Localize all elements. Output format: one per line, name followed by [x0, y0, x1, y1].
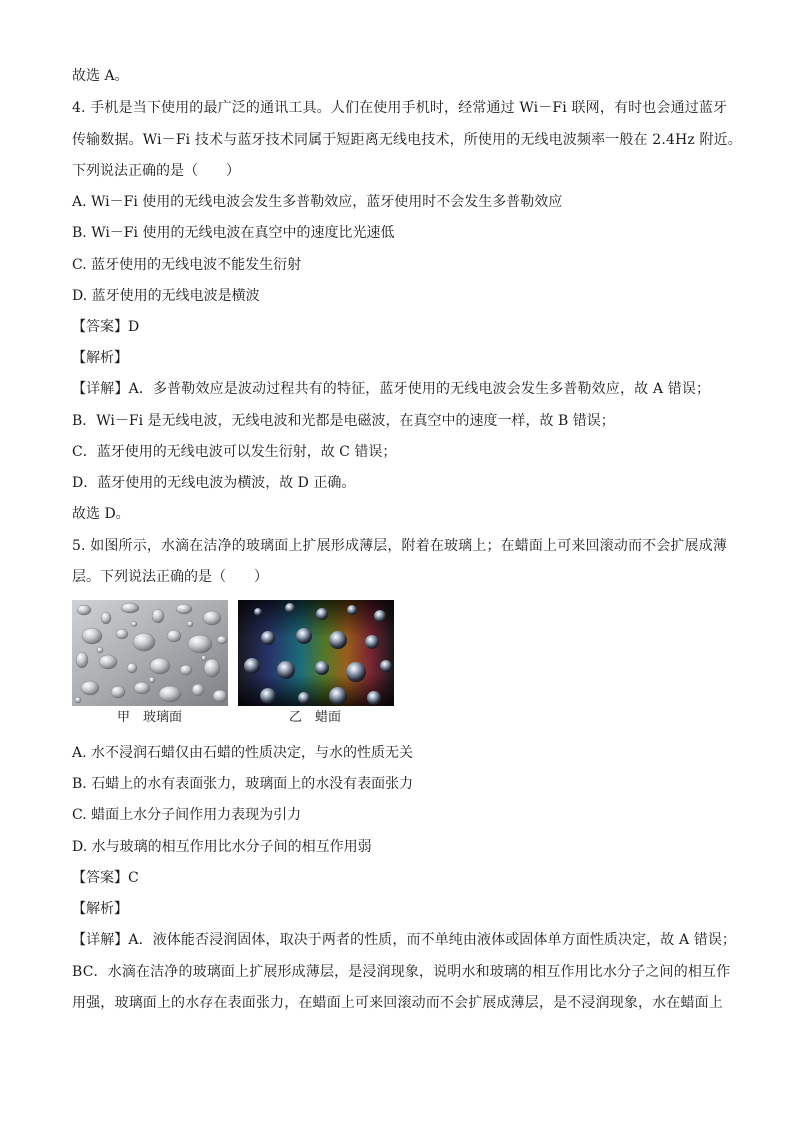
q4-answer: 【答案】D	[72, 319, 140, 335]
q5-option-a: A. 水不浸润石蜡仅由石蜡的性质决定，与水的性质无关	[72, 745, 414, 761]
wax-surface-caption: 乙 蜡面	[289, 710, 342, 725]
q4-stem-line-3: 下列说法正确的是（ ）	[72, 163, 240, 179]
q5-detail-line-3: 用强，玻璃面上的水存在表面张力，在蜡面上可来回滚动而不会扩展成薄层，是不浸润现象，水在蜡面上	[72, 995, 723, 1011]
q4-detail-line-4: D．蓝牙使用的无线电波为横波，故 D 正确。	[72, 475, 356, 491]
q4-detail-line-1: 【详解】A．多普勒效应是波动过程共有的特征，蓝牙使用的无线电波会发生多普勒效应，故 A 错误；	[72, 381, 711, 397]
q5-detail-line-1: 【详解】A．液体能否浸润固体，取决于两者的性质，而不单纯由液体或固体单方面性质决定，故 A 错误；	[72, 932, 737, 948]
q4-stem-line-1: 4. 手机是当下使用的最广泛的通讯工具。人们在使用手机时，经常通过 Wi－Fi 联网，有时也会通过蓝牙	[72, 100, 728, 116]
q4-option-d: D. 蓝牙使用的无线电波是横波	[72, 288, 260, 304]
q5-stem-line-1: 5. 如图所示，水滴在洁净的玻璃面上扩展形成薄层，附着在玻璃上；在蜡面上可来回滚动而不会扩展成薄	[72, 538, 728, 554]
q4-detail-line-2: B．Wi－Fi 是无线电波，无线电波和光都是电磁波，在真空中的速度一样，故 B 错误；	[72, 413, 615, 429]
previous-conclusion: 故选 A。	[72, 68, 129, 84]
glass-surface-photo	[72, 600, 228, 706]
q5-option-d: D. 水与玻璃的相互作用比水分子间的相互作用弱	[72, 839, 372, 855]
wax-surface-photo	[238, 600, 394, 706]
q4-option-c: C. 蓝牙使用的无线电波不能发生衍射	[72, 257, 302, 273]
q5-option-c: C. 蜡面上水分子间作用力表现为引力	[72, 807, 302, 823]
q5-option-b: B. 石蜡上的水有表面张力，玻璃面上的水没有表面张力	[72, 776, 414, 792]
q4-analysis-label: 【解析】	[72, 350, 128, 366]
q5-detail-line-2: BC．水滴在洁净的玻璃面上扩展形成薄层，是浸润现象，说明水和玻璃的相互作用比水分子之间的相互作	[72, 964, 731, 980]
q5-stem-line-2: 层。下列说法正确的是（ ）	[72, 569, 268, 585]
q5-analysis-label: 【解析】	[72, 901, 128, 917]
q4-stem-line-2: 传输数据。Wi－Fi 技术与蓝牙技术同属于短距离无线电技术，所使用的无线电波频率一般在 2.4Hz 附近。	[72, 132, 742, 148]
q4-conclusion: 故选 D。	[72, 506, 130, 522]
glass-surface-caption: 甲 玻璃面	[117, 710, 183, 725]
q5-answer: 【答案】C	[72, 870, 139, 886]
q4-option-b: B. Wi－Fi 使用的无线电波在真空中的速度比光速低	[72, 225, 395, 241]
q4-option-a: A. Wi－Fi 使用的无线电波会发生多普勒效应，蓝牙使用时不会发生多普勒效应	[72, 194, 563, 210]
q4-detail-line-3: C．蓝牙使用的无线电波可以发生衍射，故 C 错误；	[72, 444, 397, 460]
